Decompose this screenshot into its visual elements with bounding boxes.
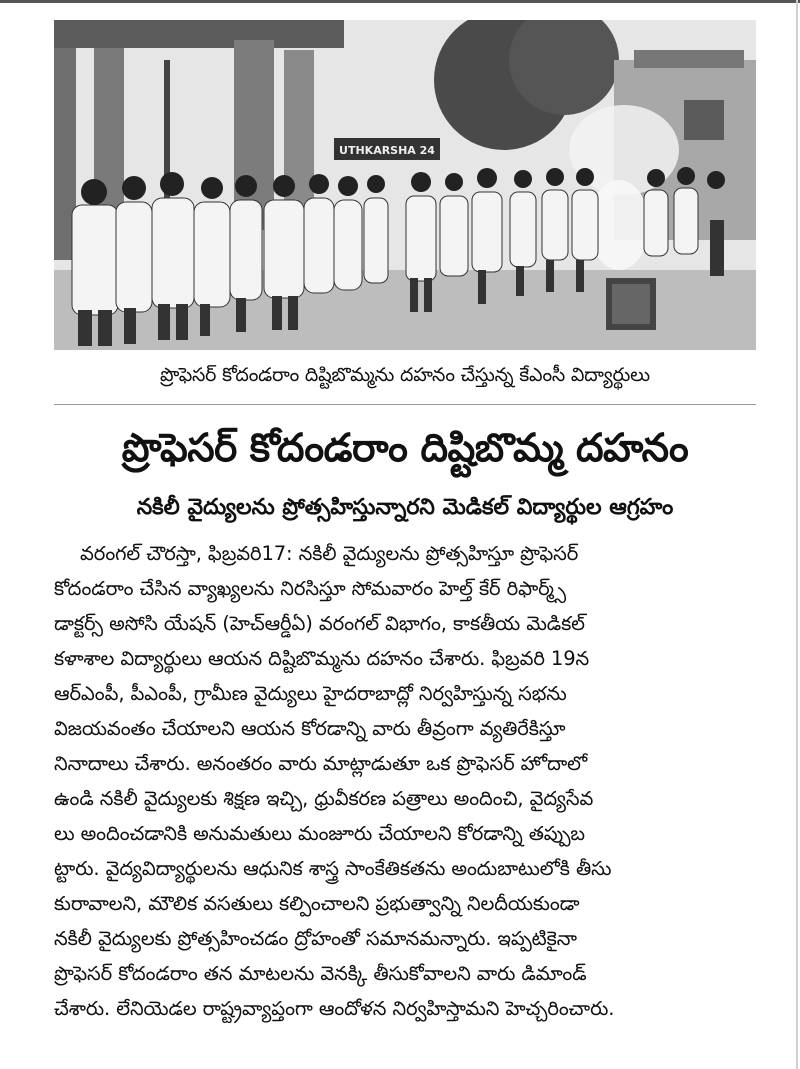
body-line: నినాదాలు చేశారు. అనంతరం వారు మాట్లాడుతూ ఒక ప్రొఫెసర్ హోదాలో bbox=[54, 752, 588, 775]
subheadline: నకిలీ వైద్యులను ప్రోత్సహిస్తున్నారని మెడికల్ విద్యార్థుల ఆగ్రహం bbox=[136, 495, 674, 520]
body-line: కళాశాల విద్యార్థులు ఆయన దిష్టిబొమ్మను దహనం చేశారు. ఫిబ్రవరి 19న bbox=[54, 647, 590, 670]
body-line: చేశారు. లేనియెడల రాష్ట్రవ్యాప్తంగా ఆందోళన నిర్వహిస్తామని హెచ్చరించారు. bbox=[54, 997, 615, 1020]
top-border bbox=[0, 0, 800, 3]
body-line: లు అందించడానికి అనుమతులు మంజూరు చేయాలని కోరడాన్ని తప్పుబ bbox=[54, 822, 585, 845]
body-line: ఉండి నకిలీ వైద్యులకు శిక్షణ ఇచ్చి, ధ్రువీకరణ పత్రాలు అందించి, వైద్యసేవ bbox=[54, 787, 594, 810]
body-line: డాక్టర్స్ అసోసి యేషన్ (హెచ్ఆర్డీఏ) వరంగల్ విభాగం, కాకతీయ మెడికల్ bbox=[54, 612, 585, 635]
body-line: ఆర్ఎంపీ, పీఎంపీ, గ్రామీణ వైద్యులు హైదరాబాద్లో నిర్వహిస్తున్న సభను bbox=[54, 682, 567, 705]
body-line: నకిలీ వైద్యులకు ప్రోత్సహించడం ద్రోహంతో సమానమన్నారు. ఇప్పటికైనా bbox=[54, 927, 577, 950]
body-line: ట్టారు. వైద్యవిద్యార్థులను ఆధునిక శాస్త్ర సాంకేతికతను అందుబాటులోకి తీసు bbox=[54, 857, 612, 880]
body-line: విజయవంతం చేయాలని ఆయన కోరడాన్ని వారు తీవ్రంగా వ్యతిరేకిస్తూ bbox=[54, 717, 566, 740]
caption-divider bbox=[54, 404, 756, 405]
news-photo bbox=[54, 20, 756, 350]
body-line: కురావాలని, మౌలిక వసతులు కల్పించాలని ప్రభుత్వాన్ని నిలదీయకుండా bbox=[54, 892, 580, 915]
headline: ప్రొఫెసర్ కోదండరాం దిష్టిబొమ్మ దహనం bbox=[121, 426, 689, 471]
body-line: ప్రొఫెసర్ కోదండరాం తన మాటలను వెనక్కి తీసుకోవాలని వారు డిమాండ్ bbox=[54, 962, 587, 985]
article-body bbox=[54, 536, 756, 1026]
right-border bbox=[796, 0, 798, 1069]
body-line: కోదండరాం చేసిన వ్యాఖ్యలను నిరసిస్తూ సోమవారం హెల్త్ కేర్ రిఫార్మ్స్ bbox=[54, 577, 567, 600]
photo-caption: ప్రొఫెసర్ కోదండరాం దిష్టిబొమ్మను దహనం చేస్తున్న కేఎంసీ విద్యార్థులు bbox=[160, 364, 650, 386]
banner-text: UTHKARSHA 24 bbox=[339, 144, 435, 157]
body-line: వరంగల్ చౌరస్తా, ఫిబ్రవరి17: నకిలీ వైద్యులను ప్రోత్సహిస్తూ ప్రొఫెసర్ bbox=[80, 542, 579, 565]
